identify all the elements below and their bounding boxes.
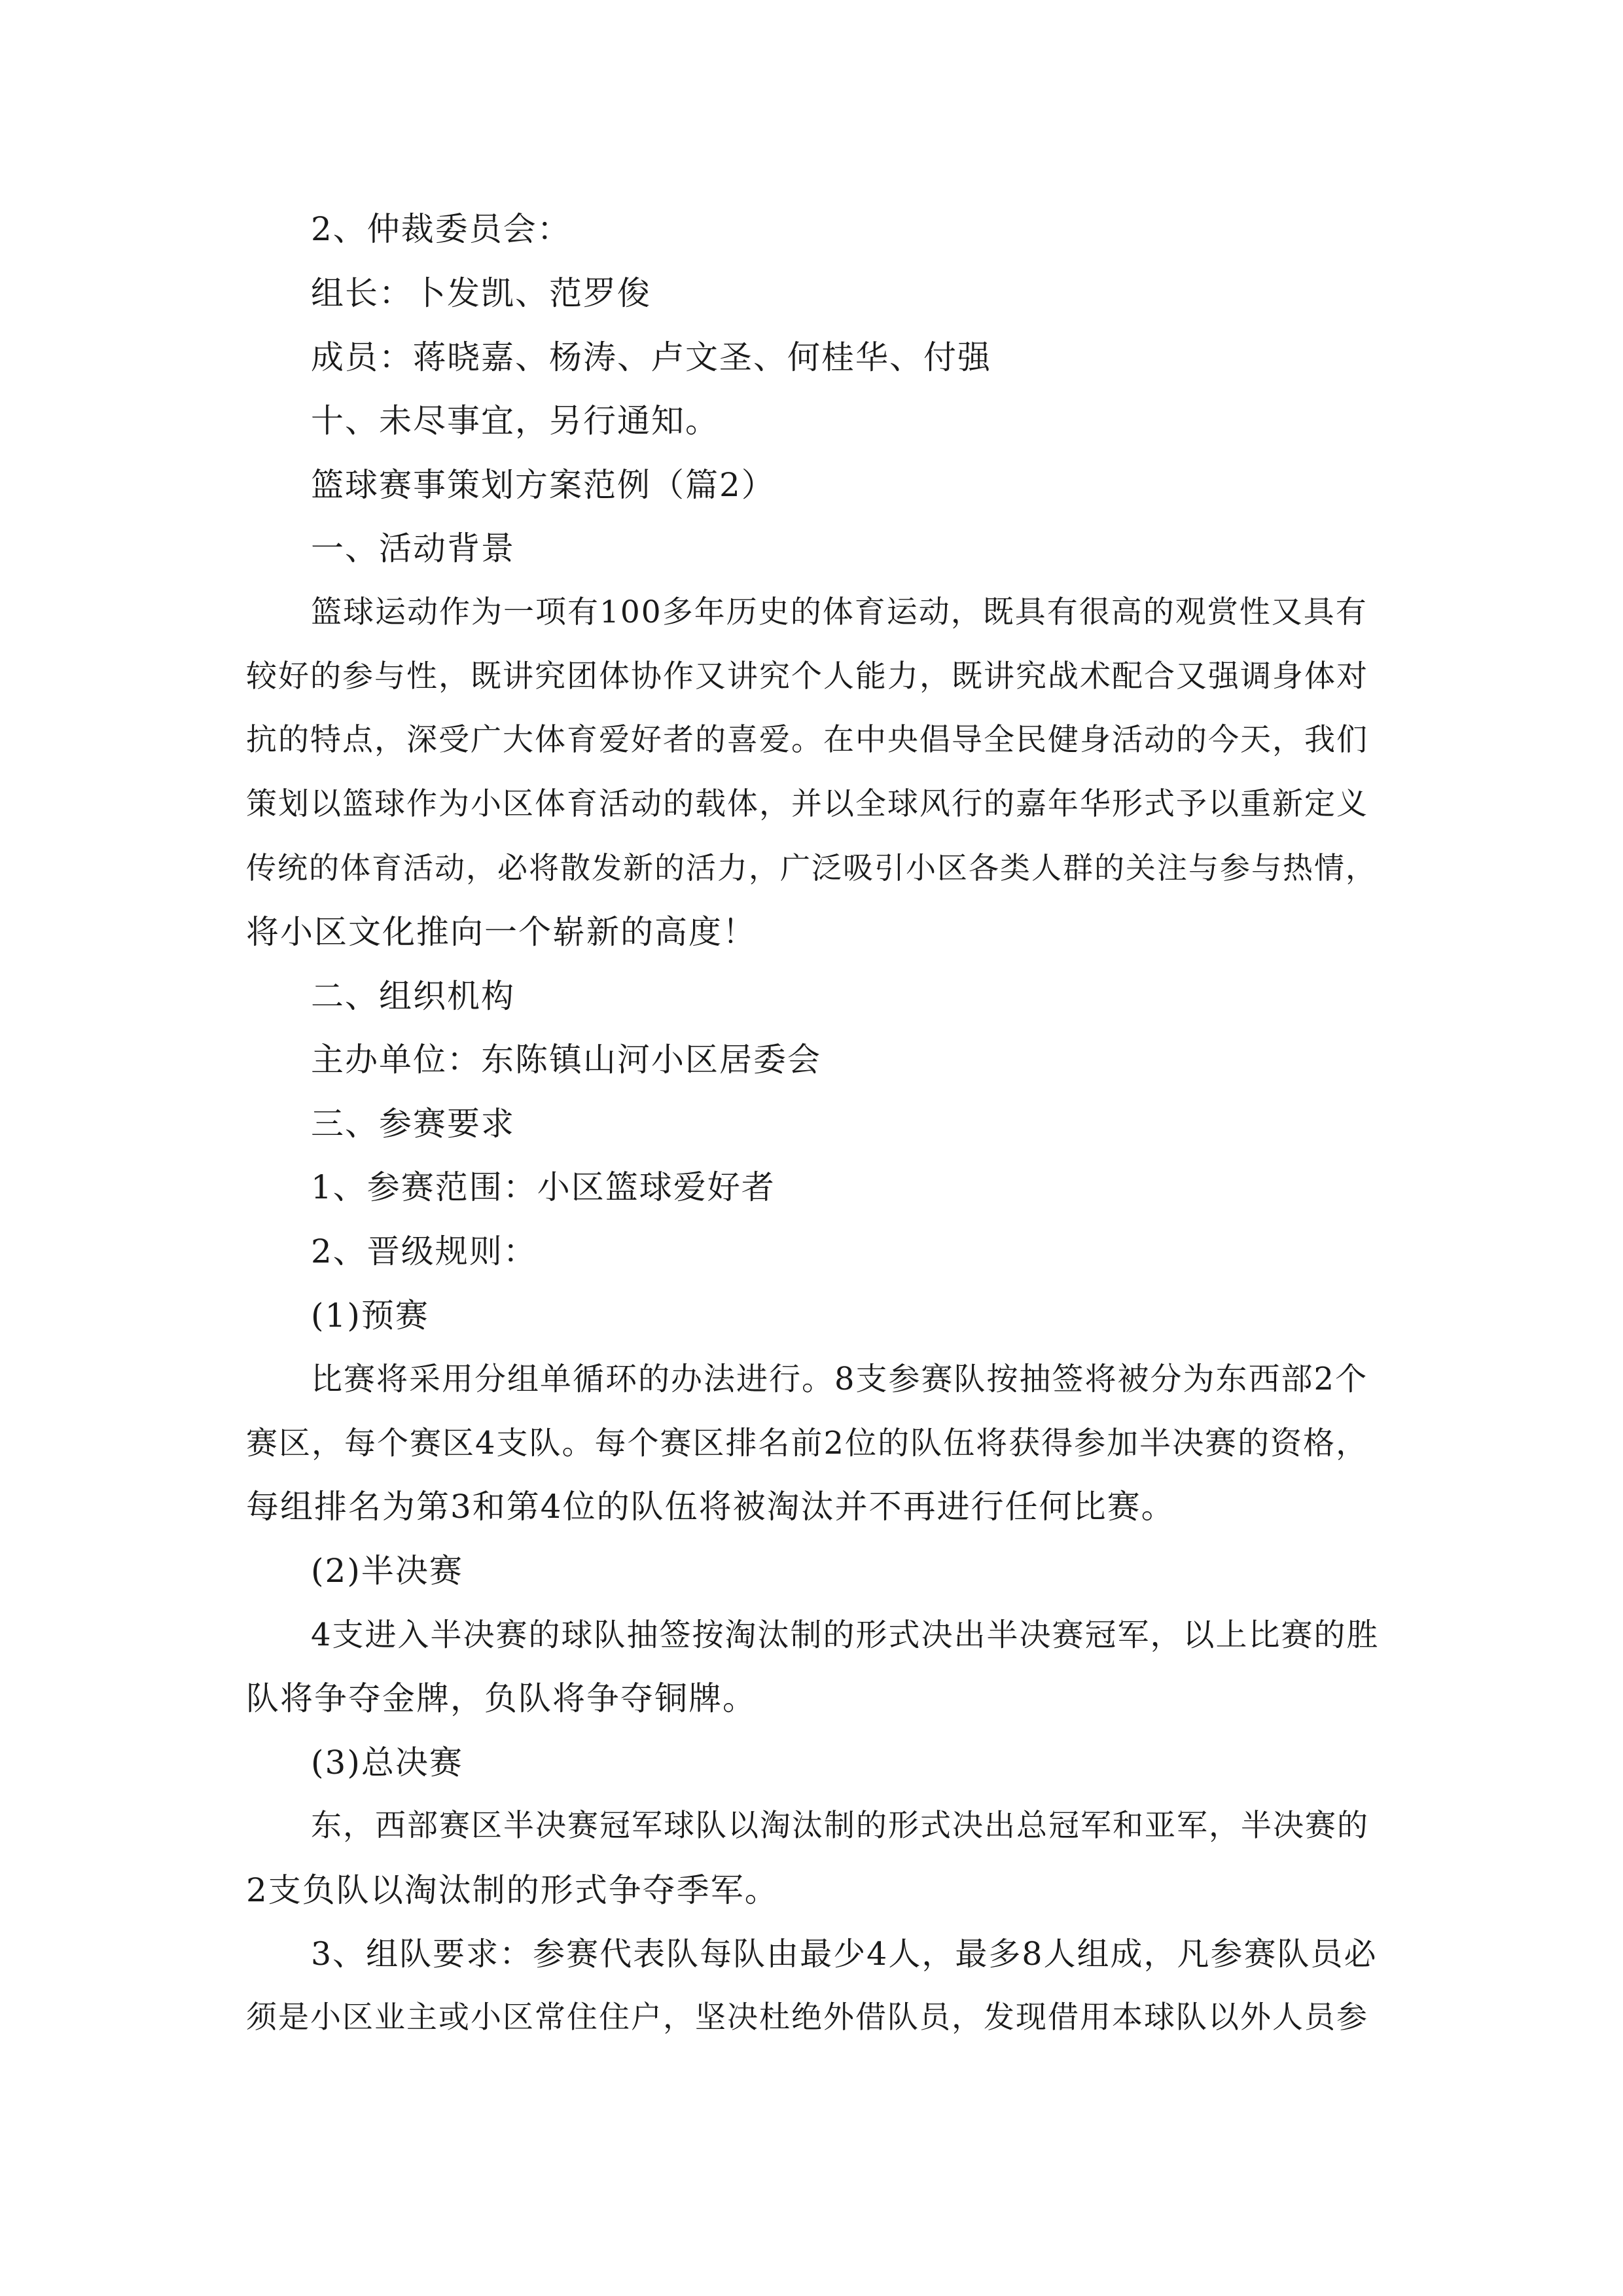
advancement-rules-heading: 2、晋级规则：: [311, 1232, 537, 1270]
paragraph-line: 抗的特点，深受广大体育爱好者的喜爱。在中央倡导全民健身活动的今天，我们: [246, 722, 1368, 758]
paragraph-line: 3、组队要求：参赛代表队每队由最少4人，最多8人组成，凡参赛队员必: [311, 1935, 1378, 1973]
paragraph-line: 策划以篮球作为小区体育活动的载体，并以全球风行的嘉年华形式予以重新定义: [246, 786, 1368, 822]
paragraph-line: 较好的参与性，既讲究团体协作又讲究个人能力，既讲究战术配合又强调身体对: [246, 658, 1368, 694]
subheading-preliminary: (1)预赛: [311, 1297, 429, 1335]
paragraph-line: 传统的体育活动，必将散发新的活力，广泛吸引小区各类人群的关注与参与热情，: [246, 850, 1377, 886]
entry-scope-line: 1、参赛范围：小区篮球爱好者: [311, 1168, 776, 1206]
paragraph-line: 东，西部赛区半决赛冠军球队以淘汰制的形式决出总冠军和亚军，半决赛的: [311, 1808, 1369, 1844]
paragraph-line: 2支负队以淘汰制的形式争夺季军。: [246, 1871, 779, 1909]
heading-activity-background: 一、活动背景: [311, 529, 515, 567]
section-arbitration-committee: 2、仲裁委员会：: [311, 210, 571, 248]
section-other-matters: 十、未尽事宜，另行通知。: [311, 402, 719, 440]
subheading-semifinal: (2)半决赛: [311, 1552, 463, 1590]
organizer-line: 主办单位：东陈镇山河小区居委会: [311, 1041, 821, 1079]
paragraph-line: 须是小区业主或小区常住住户，坚决杜绝外借队员，发现借用本球队以外人员参: [246, 2000, 1368, 2036]
arbitration-members: 成员：蒋晓嘉、杨涛、卢文圣、何桂华、付强: [311, 338, 991, 376]
heading-entry-requirements: 三、参赛要求: [311, 1105, 515, 1143]
paragraph-line: 赛区，每个赛区4支队。每个赛区排名前2位的队伍将获得参加半决赛的资格，: [246, 1425, 1369, 1462]
paragraph-line: 4支进入半决赛的球队抽签按淘汰制的形式决出半决赛冠军，以上比赛的胜: [311, 1617, 1380, 1653]
paragraph-line: 每组排名为第3和第4位的队伍将被淘汰并不再进行任何比赛。: [246, 1488, 1175, 1526]
heading-organization: 二、组织机构: [311, 977, 515, 1015]
plan-title-part-2: 篮球赛事策划方案范例（篇2）: [311, 466, 776, 504]
subheading-final: (3)总决赛: [311, 1744, 463, 1782]
paragraph-line: 比赛将采用分组单循环的办法进行。8支参赛队按抽签将被分为东西部2个: [311, 1361, 1368, 1397]
paragraph-line: 将小区文化推向一个崭新的高度！: [246, 913, 757, 951]
arbitration-leaders: 组长：卜发凯、范罗俊: [311, 274, 651, 312]
paragraph-line: 队将争夺金牌，负队将争夺铜牌。: [246, 1679, 757, 1717]
paragraph-line: 篮球运动作为一项有100多年历史的体育运动，既具有很高的观赏性又具有: [311, 594, 1368, 630]
